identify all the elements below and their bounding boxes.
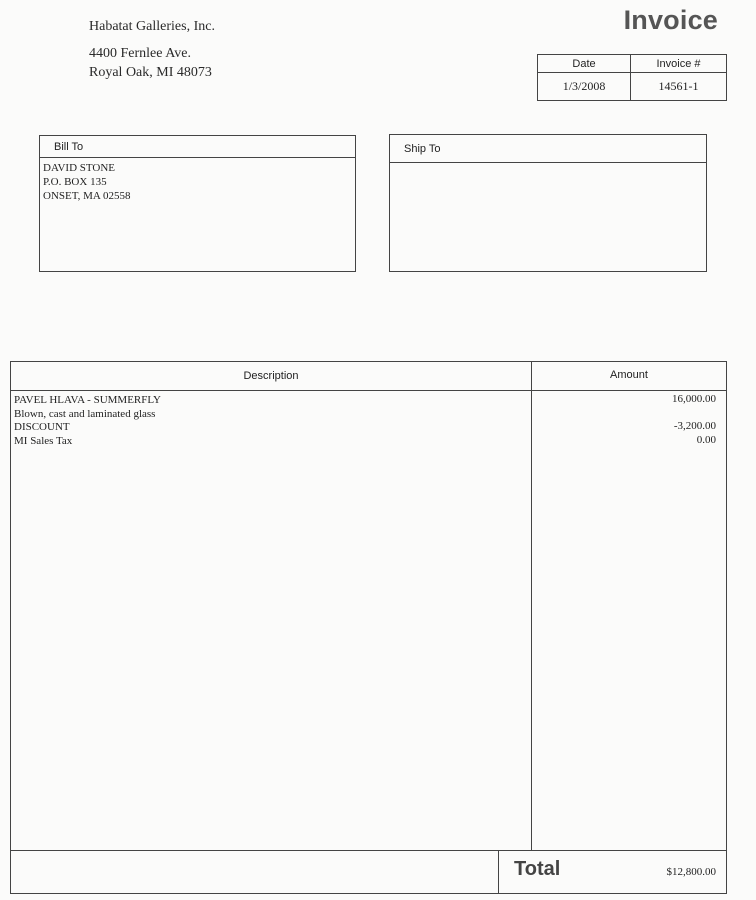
line-item-amount (546, 407, 716, 421)
header-divider (11, 390, 726, 391)
line-item-description: DISCOUNT (14, 421, 70, 433)
date-value: 1/3/2008 (538, 73, 631, 101)
description-header: Description (243, 370, 299, 382)
meta-value-row (538, 73, 727, 101)
company-info (89, 18, 215, 82)
bill-to-label: Bill To (40, 136, 355, 158)
company-name: Habatat Galleries, Inc. (89, 19, 215, 34)
bill-to-line: P.O. BOX 135 (43, 176, 107, 188)
company-address-line2: Royal Oak, MI 48073 (89, 65, 212, 80)
document-title: Invoice (623, 5, 718, 35)
column-divider (531, 362, 532, 850)
company-address (89, 44, 215, 82)
line-item-amount: 16,000.00 (672, 393, 716, 405)
total-value: $12,800.00 (666, 866, 716, 878)
bill-to-line: DAVID STONE (43, 162, 116, 174)
ship-to-label: Ship To (390, 135, 706, 163)
amount-header: Amount (610, 369, 648, 381)
line-item-amount: -3,200.00 (673, 420, 716, 432)
line-item-amount: 0.00 (696, 433, 716, 446)
invoice-number-label: Invoice # (631, 55, 727, 73)
meta-header-row (538, 55, 727, 73)
description-column (14, 394, 524, 448)
line-items-table (10, 361, 727, 894)
line-item-description: Blown, cast and laminated glass (14, 407, 156, 420)
bill-to-address (40, 158, 355, 203)
company-address-line1: 4400 Fernlee Ave. (89, 46, 191, 61)
footer-divider (11, 850, 726, 851)
total-label: Total (514, 858, 561, 880)
bill-to-box (39, 135, 356, 272)
amount-column (546, 393, 716, 447)
line-item-description: MI Sales Tax (14, 434, 73, 447)
date-label: Date (538, 55, 631, 73)
bill-to-line: ONSET, MA 02558 (43, 190, 131, 202)
invoice-number-value: 14561-1 (631, 73, 727, 101)
total-divider (498, 850, 499, 894)
line-item-description: PAVEL HLAVA - SUMMERFLY (14, 394, 161, 406)
invoice-meta-table (537, 54, 727, 101)
ship-to-box (389, 134, 707, 272)
